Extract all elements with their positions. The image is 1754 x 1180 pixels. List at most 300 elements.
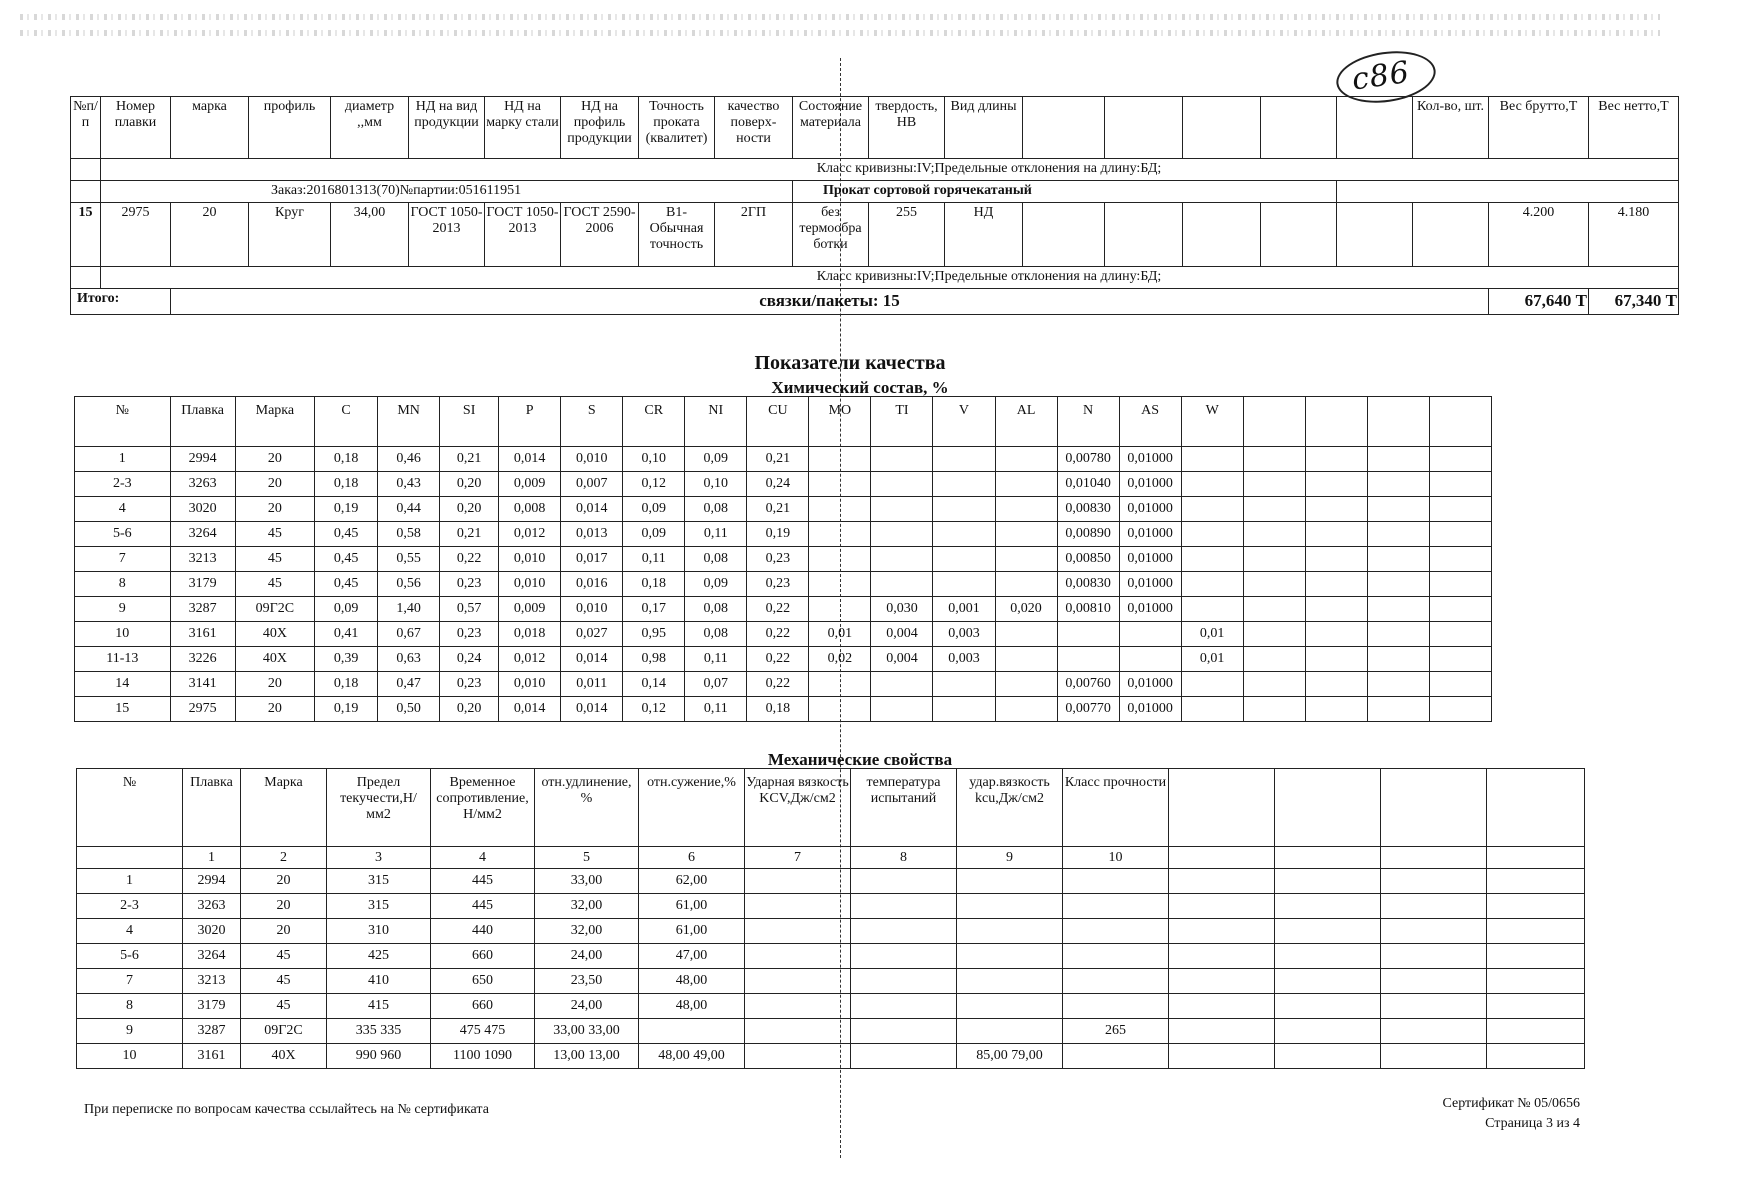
mech-header-cell — [1275, 769, 1381, 847]
mech-cell — [1063, 944, 1169, 969]
chem-cell: 0,21 — [440, 447, 499, 472]
mech-cell — [1381, 944, 1487, 969]
mech-cell: 40Х — [241, 1044, 327, 1069]
class-line-row — [71, 267, 1679, 289]
chemical-composition-table — [74, 396, 1492, 722]
chem-cell: 7 — [75, 547, 171, 572]
chem-cell: 0,44 — [378, 497, 440, 522]
chem-cell: 0,08 — [685, 547, 747, 572]
chem-cell: 0,10 — [685, 472, 747, 497]
chem-cell — [995, 622, 1057, 647]
mech-cell — [1487, 944, 1585, 969]
quality-title: Показатели качества — [754, 352, 946, 374]
chem-cell — [995, 697, 1057, 722]
mech-cell — [1169, 1019, 1275, 1044]
mech-number-cell: 5 — [535, 847, 639, 869]
chem-cell: 0,39 — [315, 647, 378, 672]
mech-cell: 48,00 — [639, 994, 745, 1019]
mech-cell — [1487, 1044, 1585, 1069]
chem-cell — [1367, 547, 1429, 572]
chem-header-cell: NI — [685, 397, 747, 447]
chem-cell — [995, 447, 1057, 472]
total-net: 67,340 Т — [1589, 289, 1679, 315]
mech-cell — [639, 1019, 745, 1044]
chem-cell — [1305, 647, 1367, 672]
chem-cell: 0,009 — [499, 597, 561, 622]
chem-cell — [1243, 622, 1305, 647]
chem-cell — [1429, 472, 1491, 497]
empty-cell — [71, 181, 101, 203]
chem-title: Химический состав, % — [771, 378, 949, 397]
mech-cell — [745, 894, 851, 919]
mech-cell: 33,00 33,00 — [535, 1019, 639, 1044]
mech-cell — [1169, 869, 1275, 894]
chem-cell: 0,11 — [685, 647, 747, 672]
mech-cell — [1487, 994, 1585, 1019]
chem-cell: 45 — [235, 522, 314, 547]
mech-header-cell: Временное сопротивление, Н/мм2 — [431, 769, 535, 847]
chem-header-cell: CU — [747, 397, 809, 447]
mech-cell — [957, 994, 1063, 1019]
chem-cell: 40Х — [235, 622, 314, 647]
chem-cell — [995, 547, 1057, 572]
chem-cell — [1181, 697, 1243, 722]
chem-cell — [809, 522, 871, 547]
class-line-row — [71, 159, 1679, 181]
chem-cell: 0,19 — [315, 497, 378, 522]
order-header-cell: марка — [171, 97, 249, 159]
chem-cell: 0,18 — [315, 447, 378, 472]
chem-cell: 0,014 — [561, 497, 623, 522]
chem-cell — [933, 672, 995, 697]
mech-cell: 660 — [431, 994, 535, 1019]
chem-cell: 0,55 — [378, 547, 440, 572]
chem-cell: 0,23 — [440, 672, 499, 697]
mech-cell: 20 — [241, 919, 327, 944]
order-data-cell: НД — [945, 203, 1023, 267]
chem-header-cell — [1367, 397, 1429, 447]
chem-cell: 20 — [235, 472, 314, 497]
order-header-cell: Номер плавки — [101, 97, 171, 159]
mech-cell — [1381, 1044, 1487, 1069]
mech-cell — [851, 1044, 957, 1069]
order-header-cell: №п/п — [71, 97, 101, 159]
mech-cell — [1381, 894, 1487, 919]
chem-cell: 2-3 — [75, 472, 171, 497]
chem-cell — [871, 472, 933, 497]
chem-header-cell — [1243, 397, 1305, 447]
order-data-row — [71, 203, 1679, 267]
empty-cell — [71, 159, 101, 181]
chem-cell: 0,22 — [747, 647, 809, 672]
chem-cell: 0,98 — [623, 647, 685, 672]
mech-row — [77, 969, 1585, 994]
chem-row — [75, 622, 1492, 647]
chem-cell: 0,21 — [747, 447, 809, 472]
mech-cell — [1487, 894, 1585, 919]
mech-cell — [1487, 1019, 1585, 1044]
chem-cell — [1181, 447, 1243, 472]
mech-cell: 13,00 13,00 — [535, 1044, 639, 1069]
chem-header-cell: C — [315, 397, 378, 447]
chem-cell: 0,24 — [747, 472, 809, 497]
mech-number-cell: 9 — [957, 847, 1063, 869]
mech-cell — [1169, 894, 1275, 919]
footer-note: При переписке по вопросам качества ссылайтесь на № сертификата — [84, 1102, 489, 1117]
chem-cell: 1 — [75, 447, 171, 472]
chem-cell — [933, 447, 995, 472]
chem-cell: 4 — [75, 497, 171, 522]
mech-cell: 315 — [327, 869, 431, 894]
chem-header-cell: № — [75, 397, 171, 447]
illegible-header-text — [20, 14, 1660, 50]
order-data-cell — [1413, 203, 1489, 267]
mech-cell: 45 — [241, 994, 327, 1019]
mech-cell — [1169, 944, 1275, 969]
chem-cell: 0,57 — [440, 597, 499, 622]
mech-number-cell: 10 — [1063, 847, 1169, 869]
mech-cell — [745, 1044, 851, 1069]
chem-cell — [995, 472, 1057, 497]
order-data-cell: 4.200 — [1489, 203, 1589, 267]
mech-cell — [851, 894, 957, 919]
chem-cell — [1243, 447, 1305, 472]
chem-cell: 0,004 — [871, 622, 933, 647]
chem-cell — [1305, 547, 1367, 572]
mech-cell — [851, 969, 957, 994]
chem-cell: 3161 — [170, 622, 235, 647]
mech-cell: 4 — [77, 919, 183, 944]
mech-cell: 45 — [241, 944, 327, 969]
mech-cell: 265 — [1063, 1019, 1169, 1044]
chem-cell — [1429, 622, 1491, 647]
mech-cell: 33,00 — [535, 869, 639, 894]
chem-cell: 3141 — [170, 672, 235, 697]
chem-cell: 0,027 — [561, 622, 623, 647]
chem-cell: 2994 — [170, 447, 235, 472]
chem-cell — [1243, 697, 1305, 722]
mech-number-cell: 7 — [745, 847, 851, 869]
chem-cell — [871, 497, 933, 522]
chem-cell: 0,19 — [747, 522, 809, 547]
order-header-cell: НД на вид продукции — [409, 97, 485, 159]
chem-cell — [1367, 672, 1429, 697]
chem-cell — [995, 572, 1057, 597]
mech-cell — [745, 944, 851, 969]
chem-cell: 3287 — [170, 597, 235, 622]
chem-cell: 0,014 — [561, 647, 623, 672]
mech-cell: 660 — [431, 944, 535, 969]
chem-cell: 8 — [75, 572, 171, 597]
chem-cell: 0,013 — [561, 522, 623, 547]
order-table-header — [71, 97, 1679, 159]
mech-cell — [851, 994, 957, 1019]
order-header-cell: Состояние материала — [793, 97, 869, 159]
order-header-cell: Вес нетто,Т — [1589, 97, 1679, 159]
chem-row — [75, 572, 1492, 597]
chem-header-cell: MO — [809, 397, 871, 447]
mech-cell: 440 — [431, 919, 535, 944]
mech-cell — [1275, 1044, 1381, 1069]
chem-cell — [809, 572, 871, 597]
chem-cell: 0,10 — [623, 447, 685, 472]
mech-header-cell: удар.вязкость kcu,Дж/см2 — [957, 769, 1063, 847]
chem-row — [75, 497, 1492, 522]
chem-cell — [809, 547, 871, 572]
mech-cell: 09Г2С — [241, 1019, 327, 1044]
mech-cell: 62,00 — [639, 869, 745, 894]
chem-cell — [1181, 572, 1243, 597]
mech-cell: 445 — [431, 894, 535, 919]
order-header-cell: Вес брутто,Т — [1489, 97, 1589, 159]
chem-cell — [1181, 547, 1243, 572]
mech-cell: 3287 — [183, 1019, 241, 1044]
chem-cell — [809, 597, 871, 622]
chem-cell: 0,007 — [561, 472, 623, 497]
mech-number-cell — [77, 847, 183, 869]
mech-cell: 20 — [241, 894, 327, 919]
chem-row — [75, 672, 1492, 697]
mech-header-cell: температура испытаний — [851, 769, 957, 847]
chem-cell: 0,20 — [440, 497, 499, 522]
mech-cell — [851, 869, 957, 894]
chem-cell: 0,00810 — [1057, 597, 1119, 622]
chem-cell: 0,016 — [561, 572, 623, 597]
chem-cell: 0,19 — [315, 697, 378, 722]
mech-number-cell: 1 — [183, 847, 241, 869]
order-data-cell — [1023, 203, 1105, 267]
chem-cell — [809, 697, 871, 722]
mech-row — [77, 944, 1585, 969]
chem-cell — [1305, 447, 1367, 472]
chem-cell: 0,09 — [623, 497, 685, 522]
chem-cell — [933, 472, 995, 497]
mech-cell: 10 — [77, 1044, 183, 1069]
chem-cell — [1429, 572, 1491, 597]
mech-cell — [957, 969, 1063, 994]
chem-cell — [1119, 647, 1181, 672]
mech-cell: 3161 — [183, 1044, 241, 1069]
chem-row — [75, 447, 1492, 472]
mech-cell — [957, 919, 1063, 944]
chem-cell: 0,004 — [871, 647, 933, 672]
chem-cell: 0,20 — [440, 472, 499, 497]
mechanical-properties-table — [76, 768, 1585, 1069]
chem-cell: 0,08 — [685, 597, 747, 622]
chem-cell: 0,01 — [1181, 622, 1243, 647]
chem-cell: 0,01000 — [1119, 522, 1181, 547]
chem-cell: 2975 — [170, 697, 235, 722]
chem-cell — [1181, 472, 1243, 497]
mech-cell — [1063, 969, 1169, 994]
chem-cell: 3020 — [170, 497, 235, 522]
chem-cell — [995, 647, 1057, 672]
chem-cell — [1305, 472, 1367, 497]
chem-cell: 0,017 — [561, 547, 623, 572]
chem-cell: 0,21 — [440, 522, 499, 547]
chem-cell: 0,95 — [623, 622, 685, 647]
order-header-cell: Вид длины — [945, 97, 1023, 159]
order-line-row — [71, 181, 1679, 203]
chem-header-cell: SI — [440, 397, 499, 447]
chem-cell — [871, 447, 933, 472]
chem-header-cell: W — [1181, 397, 1243, 447]
mech-header-cell: отн.удлинение, % — [535, 769, 639, 847]
order-header-cell: диаметр ,,мм — [331, 97, 409, 159]
chem-header-row — [75, 397, 1492, 447]
chem-cell: 0,09 — [685, 447, 747, 472]
mech-row — [77, 1019, 1585, 1044]
chem-header-cell: CR — [623, 397, 685, 447]
chem-cell — [1243, 472, 1305, 497]
chem-cell: 0,014 — [499, 697, 561, 722]
chem-cell — [1243, 597, 1305, 622]
chem-cell: 3179 — [170, 572, 235, 597]
chem-cell: 0,00890 — [1057, 522, 1119, 547]
chem-row — [75, 547, 1492, 572]
chem-cell — [1119, 622, 1181, 647]
mech-cell: 1 — [77, 869, 183, 894]
chem-cell: 0,011 — [561, 672, 623, 697]
chem-header-cell — [1429, 397, 1491, 447]
chem-cell: 0,18 — [315, 472, 378, 497]
mech-row — [77, 894, 1585, 919]
chem-cell: 0,11 — [623, 547, 685, 572]
chem-cell: 0,58 — [378, 522, 440, 547]
chem-cell — [933, 547, 995, 572]
mech-cell — [1169, 1044, 1275, 1069]
chem-cell: 0,012 — [499, 522, 561, 547]
chem-cell: 0,01000 — [1119, 672, 1181, 697]
chem-cell — [1305, 697, 1367, 722]
chem-cell: 09Г2С — [235, 597, 314, 622]
mech-number-cell: 8 — [851, 847, 957, 869]
bundles-count: связки/пакеты: 15 — [171, 289, 1489, 315]
chem-cell: 0,47 — [378, 672, 440, 697]
empty-cell — [1337, 181, 1679, 203]
mech-header-cell: Класс прочности — [1063, 769, 1169, 847]
chem-header-cell: P — [499, 397, 561, 447]
mech-cell: 85,00 79,00 — [957, 1044, 1063, 1069]
mech-row — [77, 1044, 1585, 1069]
chem-cell — [1181, 672, 1243, 697]
chem-cell — [1367, 522, 1429, 547]
chem-cell: 0,030 — [871, 597, 933, 622]
order-data-cell: 4.180 — [1589, 203, 1679, 267]
chem-cell: 0,45 — [315, 572, 378, 597]
chem-cell — [809, 472, 871, 497]
order-header-cell — [1105, 97, 1183, 159]
mech-cell — [1487, 919, 1585, 944]
chem-cell: 0,45 — [315, 522, 378, 547]
mech-cell — [1487, 869, 1585, 894]
chem-cell: 0,17 — [623, 597, 685, 622]
mech-cell: 425 — [327, 944, 431, 969]
chem-header-cell: AS — [1119, 397, 1181, 447]
mech-cell — [745, 969, 851, 994]
mech-cell: 335 335 — [327, 1019, 431, 1044]
mech-cell — [957, 944, 1063, 969]
empty-cell — [71, 267, 101, 289]
chem-cell — [995, 672, 1057, 697]
chem-cell — [1429, 547, 1491, 572]
order-data-cell: 2975 — [101, 203, 171, 267]
mech-number-cell — [1169, 847, 1275, 869]
chem-cell: 0,00760 — [1057, 672, 1119, 697]
mech-cell: 410 — [327, 969, 431, 994]
mech-cell: 47,00 — [639, 944, 745, 969]
chem-cell — [1243, 572, 1305, 597]
mech-cell: 20 — [241, 869, 327, 894]
order-header-cell — [1337, 97, 1413, 159]
chem-cell: 0,010 — [561, 597, 623, 622]
mech-cell: 8 — [77, 994, 183, 1019]
mech-cell — [1063, 1044, 1169, 1069]
mech-number-cell: 6 — [639, 847, 745, 869]
mech-cell: 990 960 — [327, 1044, 431, 1069]
chem-cell — [1429, 597, 1491, 622]
mech-cell: 48,00 49,00 — [639, 1044, 745, 1069]
mech-cell — [851, 1019, 957, 1044]
chem-cell: 0,12 — [623, 472, 685, 497]
chem-cell: 0,08 — [685, 622, 747, 647]
chem-cell: 0,21 — [747, 497, 809, 522]
order-data-cell: 20 — [171, 203, 249, 267]
mech-header-cell: Плавка — [183, 769, 241, 847]
mech-title: Механические свойства — [767, 750, 953, 769]
chem-header-cell: MN — [378, 397, 440, 447]
order-header-cell: Точность проката (квалитет) — [639, 97, 715, 159]
class-line: Класс кривизны:IV;Предельные отклонения на длину:БД; — [101, 159, 1679, 181]
mech-cell — [1487, 969, 1585, 994]
chem-cell: 0,020 — [995, 597, 1057, 622]
chem-cell — [1367, 447, 1429, 472]
chem-cell — [809, 672, 871, 697]
chem-header-cell: Плавка — [170, 397, 235, 447]
chem-cell — [1181, 597, 1243, 622]
chem-cell: 0,009 — [499, 472, 561, 497]
mech-cell — [1275, 994, 1381, 1019]
chem-cell — [1429, 497, 1491, 522]
order-data-cell: 34,00 — [331, 203, 409, 267]
chem-cell — [933, 572, 995, 597]
chem-header-cell: Марка — [235, 397, 314, 447]
order-line: Заказ:2016801313(70)№партии:051611951 — [101, 181, 793, 203]
mech-cell — [1169, 994, 1275, 1019]
order-data-cell — [1105, 203, 1183, 267]
order-data-cell — [1337, 203, 1413, 267]
chem-cell: 3213 — [170, 547, 235, 572]
chem-cell — [1367, 597, 1429, 622]
chem-cell — [1305, 622, 1367, 647]
chem-cell — [871, 547, 933, 572]
chem-cell: 10 — [75, 622, 171, 647]
order-header-cell: НД на марку стали — [485, 97, 561, 159]
mech-row — [77, 994, 1585, 1019]
chem-cell: 0,22 — [747, 672, 809, 697]
mech-cell: 23,50 — [535, 969, 639, 994]
mech-cell: 3213 — [183, 969, 241, 994]
mech-cell — [1063, 919, 1169, 944]
chem-cell — [1367, 472, 1429, 497]
chem-cell: 0,45 — [315, 547, 378, 572]
chem-cell: 0,018 — [499, 622, 561, 647]
chem-cell: 0,22 — [440, 547, 499, 572]
chem-cell: 40Х — [235, 647, 314, 672]
chem-cell: 0,01040 — [1057, 472, 1119, 497]
chem-cell — [1057, 647, 1119, 672]
chem-cell — [871, 697, 933, 722]
